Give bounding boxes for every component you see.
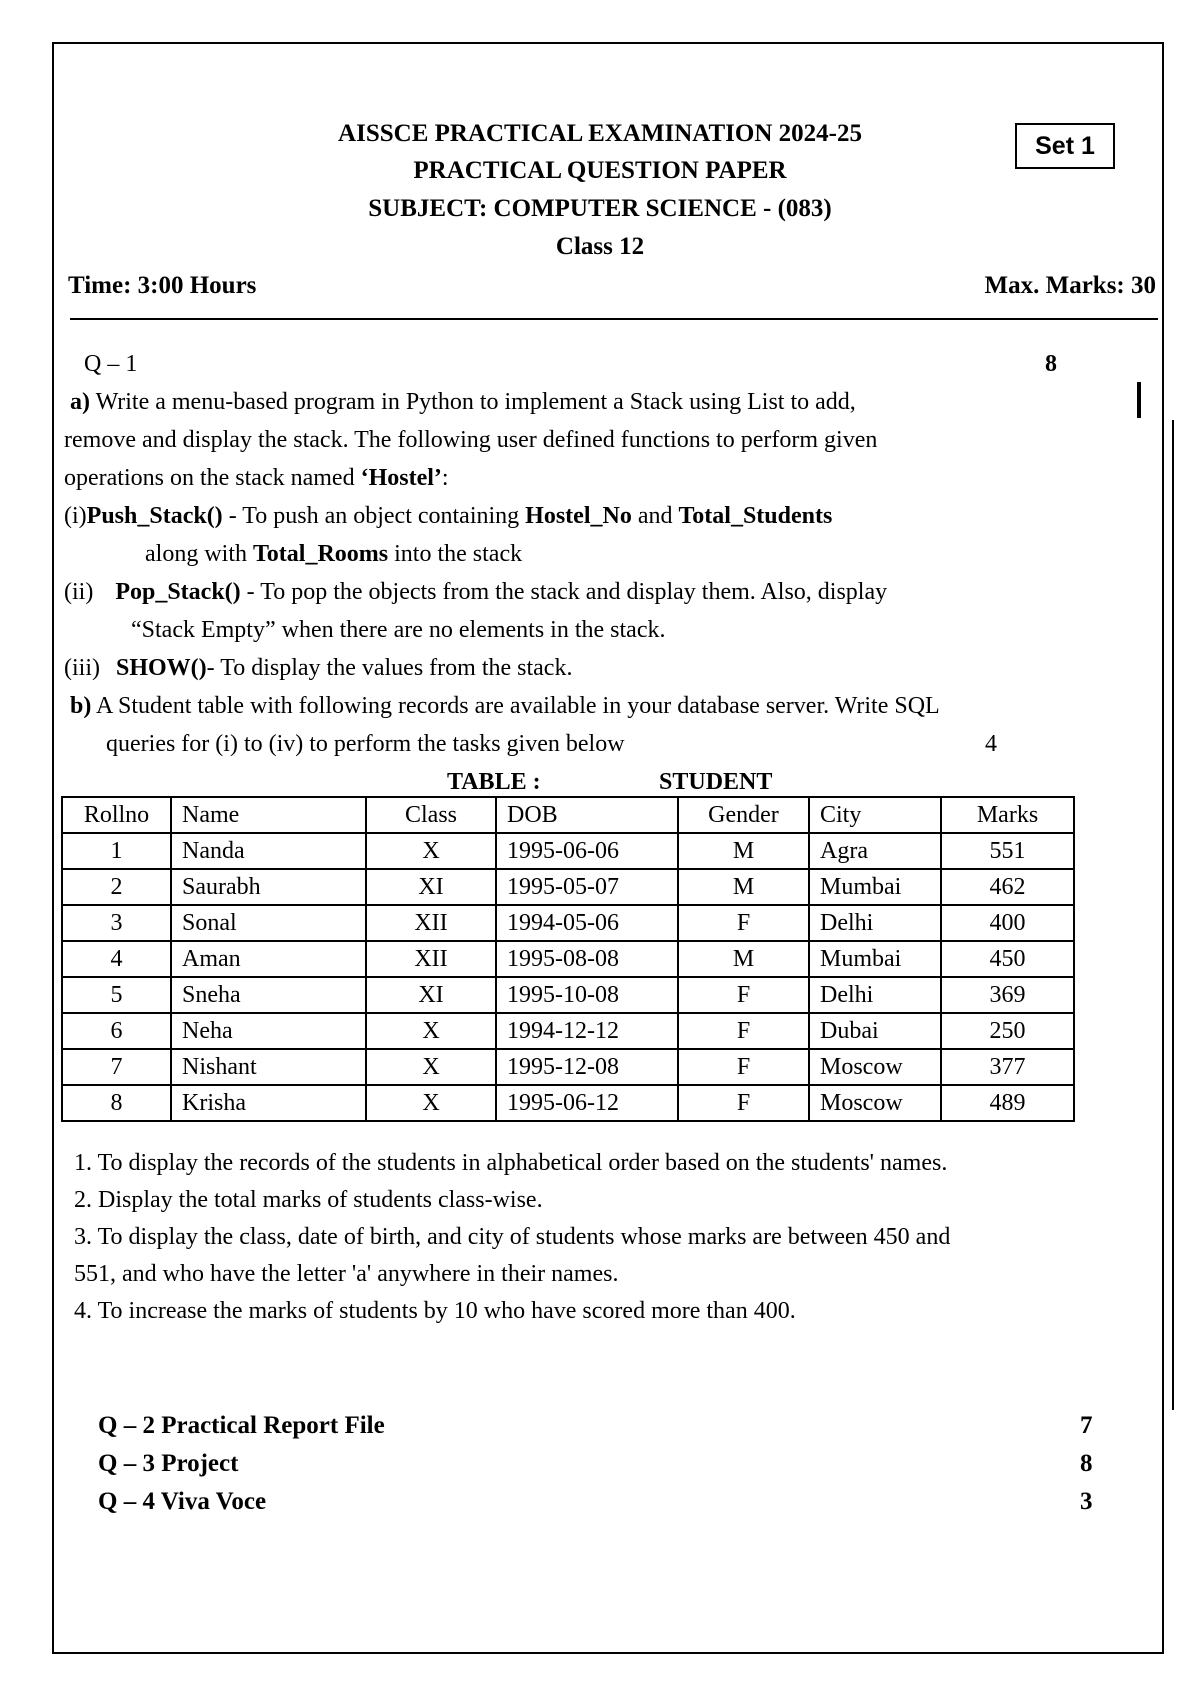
q1a-line1 bbox=[70, 383, 856, 421]
table-cell: 6 bbox=[62, 1013, 171, 1049]
task-item-1: 1. To display the records of the students in alphabetical order based on the students' names. bbox=[74, 1150, 948, 1176]
table-cell: Delhi bbox=[809, 905, 941, 941]
table-cell: 250 bbox=[941, 1013, 1074, 1049]
table-header-cell: Rollno bbox=[62, 797, 171, 833]
item-ii-prefix: (ii) bbox=[64, 579, 94, 605]
total-students-field: Total_Students bbox=[678, 503, 833, 529]
time-label: Time: 3:00 Hours bbox=[68, 272, 257, 299]
item-i-text1: - To push an object containing bbox=[222, 503, 526, 529]
table-cell: 551 bbox=[941, 833, 1074, 869]
table-cell: M bbox=[678, 869, 809, 905]
table-cell: 7 bbox=[62, 1049, 171, 1085]
table-cell: Sonal bbox=[171, 905, 366, 941]
table-cell: 8 bbox=[62, 1085, 171, 1121]
table-row bbox=[62, 1013, 1074, 1049]
q1b-marks: 4 bbox=[985, 731, 997, 757]
q1a-text: Write a menu-based program in Python to implement a Stack using List to add, bbox=[90, 389, 856, 415]
table-cell: 377 bbox=[941, 1049, 1074, 1085]
table-cell: 2 bbox=[62, 869, 171, 905]
table-cell: F bbox=[678, 1085, 809, 1121]
table-cell: Saurabh bbox=[171, 869, 366, 905]
table-cell: Agra bbox=[809, 833, 941, 869]
hostel-no-field: Hostel_No bbox=[525, 503, 632, 529]
table-cell: 1995-08-08 bbox=[496, 941, 678, 977]
q3-marks: 8 bbox=[1080, 1450, 1093, 1477]
item-i-text2: and bbox=[631, 503, 679, 529]
table-cell: 5 bbox=[62, 977, 171, 1013]
table-cell: 1995-05-07 bbox=[496, 869, 678, 905]
q1-label: Q – 1 bbox=[84, 351, 138, 377]
table-cell: Mumbai bbox=[809, 941, 941, 977]
sql-task-list bbox=[74, 1145, 1154, 1330]
q4-marks: 3 bbox=[1080, 1488, 1093, 1515]
table-header-cell: Class bbox=[366, 797, 496, 833]
q1-item-i bbox=[64, 497, 832, 535]
task-item-3: 3. To display the class, date of birth, and city of students whose marks are between 450 and bbox=[74, 1224, 951, 1250]
q1-item-i-line2 bbox=[145, 535, 522, 573]
table-row bbox=[62, 1085, 1074, 1121]
total-rooms-field: Total_Rooms bbox=[253, 541, 389, 567]
margin-bar-long bbox=[1172, 420, 1174, 1410]
table-cell: 1994-05-06 bbox=[496, 905, 678, 941]
table-cell: X bbox=[366, 1013, 496, 1049]
table-cell: F bbox=[678, 977, 809, 1013]
table-row bbox=[62, 869, 1074, 905]
q1-item-ii bbox=[64, 573, 887, 611]
table-cell: 1995-10-08 bbox=[496, 977, 678, 1013]
student-table bbox=[61, 796, 1075, 1122]
table-cell: Moscow bbox=[809, 1049, 941, 1085]
q2-marks: 7 bbox=[1080, 1412, 1093, 1439]
item-iii-text: - To display the values from the stack. bbox=[206, 655, 573, 681]
table-header-cell: Gender bbox=[678, 797, 809, 833]
table-cell: F bbox=[678, 1049, 809, 1085]
show-func: SHOW() bbox=[116, 655, 207, 681]
table-row bbox=[62, 1049, 1074, 1085]
table-cell: XI bbox=[366, 869, 496, 905]
q2-label: Q – 2 Practical Report File bbox=[98, 1412, 385, 1439]
table-caption-name: STUDENT bbox=[659, 769, 773, 795]
table-cell: Nishant bbox=[171, 1049, 366, 1085]
table-cell: M bbox=[678, 941, 809, 977]
table-row bbox=[62, 977, 1074, 1013]
q1b-line2: queries for (i) to (iv) to perform the tasks given below bbox=[106, 731, 625, 757]
task-item-3-cont: 551, and who have the letter 'a' anywhere in their names. bbox=[74, 1261, 619, 1287]
table-cell: Moscow bbox=[809, 1085, 941, 1121]
table-cell: Nanda bbox=[171, 833, 366, 869]
table-header-row bbox=[62, 797, 1074, 833]
class-title: Class 12 bbox=[555, 233, 645, 260]
q1b-text: A Student table with following records are available in your database server. Write SQL bbox=[91, 693, 940, 719]
table-cell: 462 bbox=[941, 869, 1074, 905]
table-cell: 4 bbox=[62, 941, 171, 977]
table-cell: Aman bbox=[171, 941, 366, 977]
q1a-line3-pre: operations on the stack named bbox=[64, 465, 361, 491]
table-cell: XI bbox=[366, 977, 496, 1013]
q1-marks: 8 bbox=[1045, 351, 1057, 377]
table-cell: 369 bbox=[941, 977, 1074, 1013]
item-iii-prefix: (iii) bbox=[64, 655, 100, 681]
q1a-line3 bbox=[64, 459, 449, 497]
table-cell: 1995-12-08 bbox=[496, 1049, 678, 1085]
table-cell: Neha bbox=[171, 1013, 366, 1049]
table-row bbox=[62, 941, 1074, 977]
table-cell: XII bbox=[366, 905, 496, 941]
task-item-2: 2. Display the total marks of students class-wise. bbox=[74, 1187, 543, 1213]
table-cell: 1995-06-12 bbox=[496, 1085, 678, 1121]
table-cell: 1994-12-12 bbox=[496, 1013, 678, 1049]
table-cell: X bbox=[366, 833, 496, 869]
q1-item-iii bbox=[64, 649, 572, 687]
q3-label: Q – 3 Project bbox=[98, 1450, 239, 1477]
q1a-line2: remove and display the stack. The following user defined functions to perform given bbox=[64, 427, 878, 453]
table-cell: Krisha bbox=[171, 1085, 366, 1121]
table-header-cell: DOB bbox=[496, 797, 678, 833]
table-cell: X bbox=[366, 1049, 496, 1085]
q1b-prefix: b) bbox=[70, 693, 92, 719]
margin-bar-short bbox=[1137, 382, 1141, 418]
table-cell: Sneha bbox=[171, 977, 366, 1013]
set-badge: Set 1 bbox=[1015, 123, 1115, 169]
q1a-line3-post: : bbox=[441, 465, 449, 491]
table-row bbox=[62, 833, 1074, 869]
paper-title: PRACTICAL QUESTION PAPER bbox=[413, 157, 787, 184]
q1-item-ii-line2: “Stack Empty” when there are no elements in the stack. bbox=[131, 617, 666, 643]
table-cell: F bbox=[678, 1013, 809, 1049]
table-cell: 1995-06-06 bbox=[496, 833, 678, 869]
table-cell: F bbox=[678, 905, 809, 941]
table-row bbox=[62, 905, 1074, 941]
q1a-prefix: a) bbox=[70, 389, 90, 415]
table-cell: X bbox=[366, 1085, 496, 1121]
header-divider bbox=[70, 318, 1158, 320]
item-ii-text: - To pop the objects from the stack and display them. Also, display bbox=[240, 579, 888, 605]
q4-label: Q – 4 Viva Voce bbox=[98, 1488, 267, 1515]
pop-stack-func: Pop_Stack() bbox=[115, 579, 241, 605]
table-cell: XII bbox=[366, 941, 496, 977]
table-cell: Dubai bbox=[809, 1013, 941, 1049]
table-header-cell: City bbox=[809, 797, 941, 833]
subject-title: SUBJECT: COMPUTER SCIENCE - (083) bbox=[368, 195, 832, 222]
push-stack-func: Push_Stack() bbox=[86, 503, 223, 529]
item-i-line2-pre: along with bbox=[145, 541, 253, 567]
table-cell: 1 bbox=[62, 833, 171, 869]
table-cell: 450 bbox=[941, 941, 1074, 977]
table-cell: Delhi bbox=[809, 977, 941, 1013]
item-i-line2-post: into the stack bbox=[388, 541, 523, 567]
table-caption-label: TABLE : bbox=[447, 769, 541, 795]
table-cell: 3 bbox=[62, 905, 171, 941]
item-i-prefix: (i) bbox=[64, 503, 87, 529]
table-header-cell: Name bbox=[171, 797, 366, 833]
table-cell: Mumbai bbox=[809, 869, 941, 905]
table-header-cell: Marks bbox=[941, 797, 1074, 833]
table-cell: M bbox=[678, 833, 809, 869]
task-item-4: 4. To increase the marks of students by 10 who have scored more than 400. bbox=[74, 1298, 796, 1324]
q1b-line1 bbox=[70, 687, 940, 725]
table-cell: 489 bbox=[941, 1085, 1074, 1121]
exam-title: AISSCE PRACTICAL EXAMINATION 2024-25 bbox=[338, 120, 862, 147]
max-marks-label: Max. Marks: 30 bbox=[984, 272, 1156, 299]
stack-name: ‘Hostel’ bbox=[360, 465, 442, 491]
table-cell: 400 bbox=[941, 905, 1074, 941]
